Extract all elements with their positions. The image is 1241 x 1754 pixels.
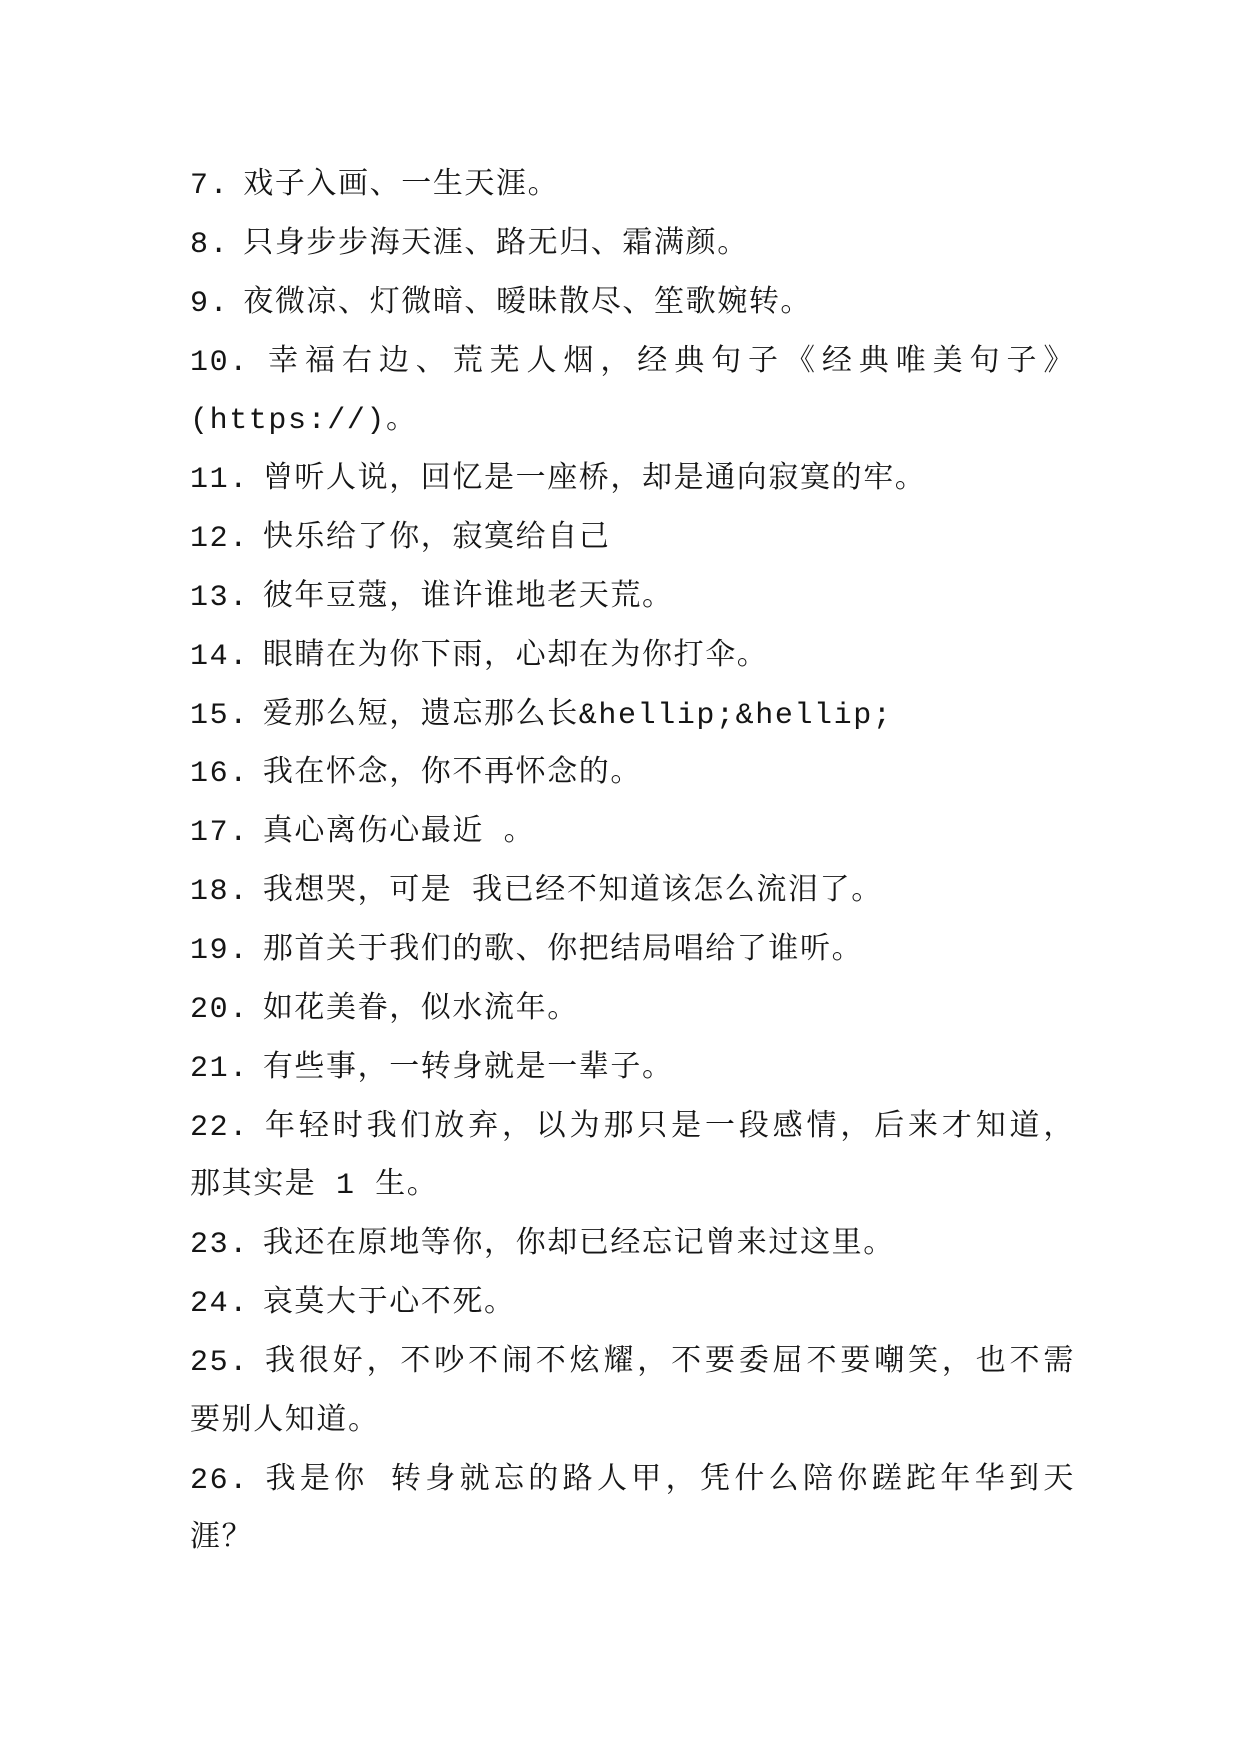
list-item-25 [190, 1334, 1075, 1452]
item-number: 11. [190, 463, 249, 498]
list-item-line [190, 1275, 1075, 1334]
list-item-16 [190, 745, 1075, 804]
list-item-line [190, 510, 1075, 569]
item-number: 21. [190, 1051, 249, 1086]
list-item-21 [190, 1040, 1075, 1099]
item-text: 彼年豆蔻，谁许谁地老天荒。 [262, 580, 674, 615]
item-text: 快乐给了你，寂寞给自己 [262, 522, 611, 557]
list-item-line-continued [190, 392, 1075, 451]
numbered-list [190, 157, 1075, 1569]
item-number: 12. [190, 522, 249, 557]
item-text: 夜微凉、灯微暗、暧昧散尽、笙歌婉转。 [243, 286, 813, 321]
item-text: 眼睛在为你下雨，心却在为你打伞。 [262, 639, 769, 674]
list-item-line [190, 687, 1075, 746]
list-item-7 [190, 157, 1075, 216]
item-number: 10. [190, 345, 249, 380]
list-item-line [190, 745, 1075, 804]
list-item-line [190, 922, 1075, 981]
item-text: 那首关于我们的歌、你把结局唱给了谁听。 [262, 933, 864, 968]
item-number: 17. [190, 816, 249, 851]
item-text: 我在怀念，你不再怀念的。 [262, 757, 643, 792]
item-text: 真心离伤心最近 。 [262, 816, 536, 851]
list-item-line-continued [190, 1157, 1075, 1216]
item-text: 曾听人说，回忆是一座桥，却是通向寂寞的牢。 [262, 463, 927, 498]
item-number: 14. [190, 639, 249, 674]
item-number: 18. [190, 875, 249, 910]
list-item-9 [190, 275, 1075, 334]
item-text: 年轻时我们放弃，以为那只是一段感情，后来才知道， [262, 1110, 1075, 1145]
list-item-line [190, 1040, 1075, 1099]
item-text-continued: 要别人知道。 [190, 1404, 380, 1439]
list-item-15 [190, 687, 1075, 746]
list-item-8 [190, 216, 1075, 275]
item-text: 如花美眷，似水流年。 [262, 992, 579, 1027]
list-item-26 [190, 1452, 1075, 1570]
item-text: 幸福右边、荒芜人烟，经典句子《经典唯美句子》 [262, 345, 1075, 380]
list-item-line [190, 451, 1075, 510]
list-item-line [190, 1452, 1075, 1511]
item-text: 有些事，一转身就是一辈子。 [262, 1051, 674, 1086]
list-item-19 [190, 922, 1075, 981]
list-item-line [190, 157, 1075, 216]
item-number: 19. [190, 933, 249, 968]
item-text: 我是你 转身就忘的路人甲，凭什么陪你蹉跎年华到天 [262, 1463, 1075, 1498]
item-number: 15. [190, 698, 249, 733]
list-item-line [190, 804, 1075, 863]
list-item-line [190, 216, 1075, 275]
list-item-line [190, 863, 1075, 922]
item-text: 我还在原地等你，你却已经忘记曾来过这里。 [262, 1228, 895, 1263]
list-item-line [190, 569, 1075, 628]
item-text: 只身步步海天涯、路无归、霜满颜。 [243, 227, 749, 262]
item-text-continued: (https://)。 [190, 404, 418, 439]
list-item-13 [190, 569, 1075, 628]
item-number: 8. [190, 227, 230, 262]
item-text: 我想哭，可是 我已经不知道该怎么流泪了。 [262, 875, 883, 910]
item-text: 我很好，不吵不闹不炫耀，不要委屈不要嘲笑，也不需 [262, 1345, 1075, 1380]
item-number: 24. [190, 1287, 249, 1322]
list-item-11 [190, 451, 1075, 510]
item-text: 哀莫大于心不死。 [262, 1287, 516, 1322]
item-number: 20. [190, 992, 249, 1027]
list-item-24 [190, 1275, 1075, 1334]
list-item-line [190, 628, 1075, 687]
list-item-line [190, 334, 1075, 393]
list-item-14 [190, 628, 1075, 687]
list-item-23 [190, 1216, 1075, 1275]
list-item-17 [190, 804, 1075, 863]
item-text-continued: 涯？ [190, 1522, 254, 1557]
list-item-line-continued [190, 1510, 1075, 1569]
list-item-line [190, 1216, 1075, 1275]
item-number: 25. [190, 1345, 249, 1380]
item-number: 26. [190, 1463, 249, 1498]
list-item-line [190, 1099, 1075, 1158]
item-text: 戏子入画、一生天涯。 [243, 169, 560, 203]
item-number: 16. [190, 757, 249, 792]
list-item-line [190, 1334, 1075, 1393]
list-item-10 [190, 334, 1075, 452]
list-item-22 [190, 1099, 1075, 1217]
list-item-line [190, 981, 1075, 1040]
item-text: 爱那么短，遗忘那么长&hellip;&hellip; [262, 698, 893, 733]
item-number: 9. [190, 286, 230, 321]
list-item-line [190, 275, 1075, 334]
list-item-line-continued [190, 1393, 1075, 1452]
item-number: 7. [190, 169, 230, 203]
list-item-12 [190, 510, 1075, 569]
item-number: 23. [190, 1228, 249, 1263]
item-number: 22. [190, 1110, 249, 1145]
item-text-continued: 那其实是 1 生。 [190, 1169, 439, 1204]
item-number: 13. [190, 580, 249, 615]
list-item-20 [190, 981, 1075, 1040]
list-item-18 [190, 863, 1075, 922]
